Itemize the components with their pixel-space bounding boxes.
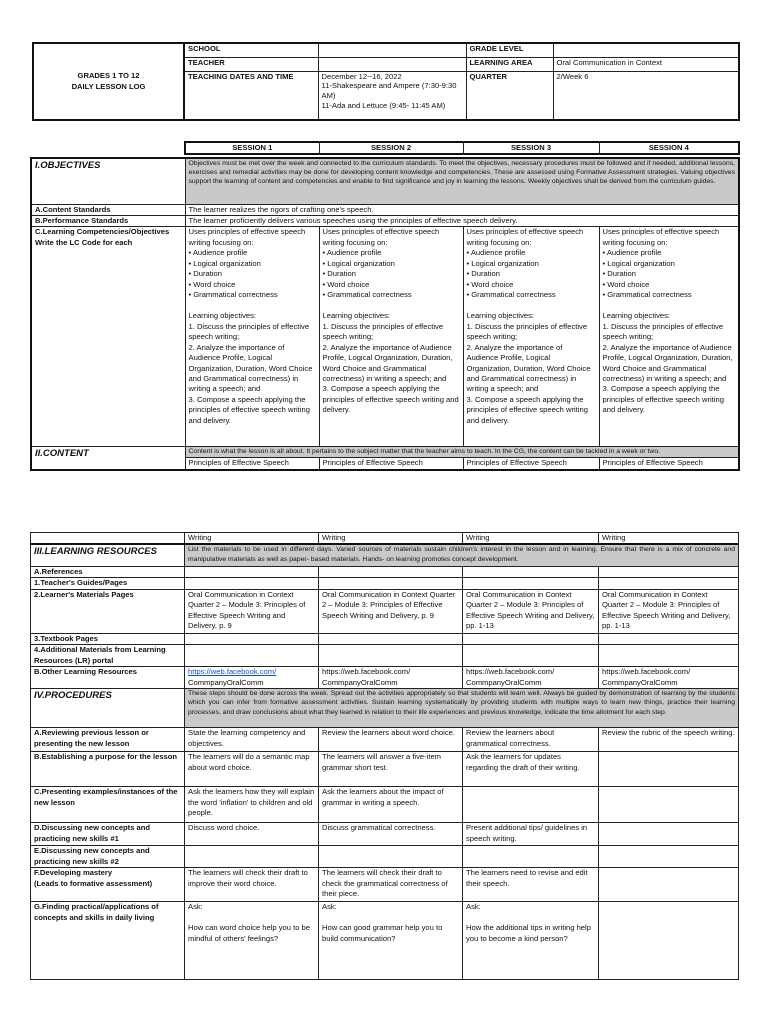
procedure-c-session-3 — [463, 787, 599, 823]
procedure-f-session-2: The learners will check their draft to check the grammatical correctness of their piece. — [319, 868, 463, 902]
content-session-3: Principles of Effective Speech — [463, 458, 599, 470]
procedure-c-session-4 — [599, 787, 739, 823]
content-title: II.CONTENT — [31, 447, 185, 470]
learners-materials-4: Oral Communication in Context Quarter 2 – Module 3: Principles of Effective Speech Writing and Delivery, pp. 1-13 — [599, 589, 739, 633]
procedure-d-label: D.Discussing new concepts and practicing new skills #1 — [31, 823, 185, 846]
procedure-g-session-2: Ask: How can good grammar help you to build communication? — [319, 902, 463, 980]
procedure-a-label: A.Reviewing previous lesson or presenting the new lesson — [31, 728, 185, 752]
session-3-header: SESSION 3 — [463, 142, 599, 154]
procedure-e-session-1 — [185, 846, 319, 868]
procedure-b-label: B.Establishing a purpose for the lesson — [31, 752, 185, 787]
content-continued-2: Writing — [319, 533, 463, 545]
procedure-c-session-2: Ask the learners about the impact of grammar in writing a speech. — [319, 787, 463, 823]
competency-session-3: Uses principles of effective speech writing focusing on: • Audience profile • Logical organization • Duration • Word choice • Grammatical correctness Learning objectives: 1. Discuss the principles of effective speech writing; 2. Analyze the importance of Audience Profile, Logical Organization, Duration, Word Choice and Grammatical correctness) in writing a speech; and 3. Compose a speech applying the principles of effective speech writing and delivery. — [463, 227, 599, 447]
competency-session-2: Uses principles of effective speech writing focusing on: • Audience profile • Logical organization • Duration • Word choice • Grammatical correctness Learning objectives: 1. Discuss the principles of effective speech writing; 2. Analyze the importance of Audience Profile, Logical Organization, Duration, Word Choice and Grammatical correctness) in writing a speech; and 3. Compose a speech applying the principles of effective speech writing and delivery. — [319, 227, 463, 447]
objectives-title: I.OBJECTIVES — [31, 158, 185, 204]
school-value — [318, 43, 466, 57]
session-1-header: SESSION 1 — [185, 142, 319, 154]
objectives-table — [30, 157, 740, 471]
procedure-a-session-1: State the learning competency and objectives. — [185, 728, 319, 752]
procedure-d-session-1: Discuss word choice. — [185, 823, 319, 846]
session-4-header: SESSION 4 — [599, 142, 739, 154]
additional-materials-label: 4.Additional Materials from Learning Resources (LR) portal — [31, 645, 185, 667]
content-continued-4: Writing — [599, 533, 739, 545]
grade-level-label: GRADE LEVEL — [466, 43, 553, 57]
learners-materials-1: Oral Communication in Context Quarter 2 – Module 3: Principles of Effective Speech Writing and Delivery, p. 9 — [185, 589, 319, 633]
procedure-b-session-2: The learners will answer a five-item grammar short test. — [319, 752, 463, 787]
quarter-value: 2/Week 6 — [553, 71, 739, 120]
session-header-table — [184, 141, 740, 155]
content-session-2: Principles of Effective Speech — [319, 458, 463, 470]
competency-session-1: Uses principles of effective speech writing focusing on: • Audience profile • Logical organization • Duration • Word choice • Grammatical correctness Learning objectives: 1. Discuss the principles of effective speech writing; 2. Analyze the importance of Audience Profile, Logical Organization, Duration, Word Choice and Grammatical correctness) in writing a speech; and 3. Compose a speech applying the principles of effective speech writing and delivery. — [185, 227, 319, 447]
other-resource-tail-3: CommpanyOralComm — [466, 677, 542, 687]
content-session-1: Principles of Effective Speech — [185, 458, 319, 470]
content-standards-value: The learner realizes the rigors of crafting one's speech. — [185, 204, 739, 215]
resources-title: III.LEARNING RESOURCES — [31, 544, 185, 566]
other-resource-tail-4: CommpanyOralComm — [602, 677, 678, 687]
procedures-title: IV.PROCEDURES — [31, 689, 185, 728]
other-resources-label: B.Other Learning Resources — [31, 667, 185, 689]
procedure-d-session-4 — [599, 823, 739, 846]
other-resource-3: https://web.facebook.com/ — [466, 667, 555, 677]
dates-value: December 12--16, 2022 11-Shakespeare and Ampere (7:30-9:30 AM) 11-Ada and Lettuce (9:45- 11:45 AM) — [318, 71, 466, 120]
session-2-header: SESSION 2 — [319, 142, 463, 154]
other-resource-tail-1: CommpanyOralComm — [188, 677, 264, 687]
procedure-f-label: F.Developing mastery (Leads to formative assessment) — [31, 868, 185, 902]
procedure-f-session-1: The learners will check their draft to improve their word choice. — [185, 868, 319, 902]
textbook-label: 3.Textbook Pages — [31, 633, 185, 644]
procedure-g-session-3: Ask: How the additional tips in writing help you to become a kind person? — [463, 902, 599, 980]
procedure-a-session-2: Review the learners about word choice. — [319, 728, 463, 752]
procedure-b-session-3: Ask the learners for updates regarding the draft of their writing. — [463, 752, 599, 787]
content-standards-label: A.Content Standards — [31, 204, 185, 215]
school-label: SCHOOL — [184, 43, 318, 57]
grades-cell — [33, 43, 184, 120]
procedure-c-session-1: Ask the learners how they will explain the word 'inflation' to children and old people. — [185, 787, 319, 823]
grades-text: GRADES 1 TO 12 — [77, 71, 140, 81]
procedure-g-label: G.Finding practical/applications of concepts and skills in daily living — [31, 902, 185, 980]
procedure-d-session-3: Present additional tips/ guidelines in speech writing. — [463, 823, 599, 846]
procedure-a-session-3: Review the learners about grammatical correctness. — [463, 728, 599, 752]
learners-materials-2: Oral Communication in Context Quarter 2 – Module 3: Principles of Effective Speech Writing and Delivery, p. 9 — [319, 589, 463, 633]
grade-level-value — [553, 43, 739, 57]
competency-session-4: Uses principles of effective speech writing focusing on: • Audience profile • Logical organization • Duration • Word choice • Grammatical correctness Learning objectives: 1. Discuss the principles of effective speech writing; 2. Analyze the importance of Audience Profile, Logical Organization, Duration, Word Choice and Grammatical correctness) in writing a speech; and 3. Compose a speech applying the principles of effective speech writing and delivery. — [599, 227, 739, 447]
other-resource-4: https://web.facebook.com/ — [602, 667, 691, 677]
content-continued-3: Writing — [463, 533, 599, 545]
procedure-e-session-4 — [599, 846, 739, 868]
procedure-g-session-4 — [599, 902, 739, 980]
learning-area-label: LEARNING AREA — [466, 57, 553, 71]
procedure-f-session-4 — [599, 868, 739, 902]
competencies-label: C.Learning Competencies/Objectives Write the LC Code for each — [31, 227, 185, 447]
teacher-label: TEACHER — [184, 57, 318, 71]
teacher-value — [318, 57, 466, 71]
learners-materials-label: 2.Learner's Materials Pages — [31, 589, 185, 633]
procedure-b-session-1: The learners will do a semantic map about word choice. — [185, 752, 319, 787]
references-label: A.References — [31, 566, 185, 577]
performance-standards-value: The learner proficiently delivers various speeches using the principles of effective speech delivery. — [185, 215, 739, 226]
performance-standards-label: B.Performance Standards — [31, 215, 185, 226]
procedure-e-label: E.Discussing new concepts and practicing new skills #2 — [31, 846, 185, 868]
teachers-guide-label: 1.Teacher's Guides/Pages — [31, 578, 185, 589]
dates-label: TEACHING DATES AND TIME — [184, 71, 318, 120]
procedures-note: These steps should be done across the week. Spread out the activities appropriately so that students will learn well. Always be guided by demonstration of learning by the students which you can infer from formative assessment activities. Sustain learning systematically by providing students with multiple ways to learn new things, practice their learning processes, and draw conclusions about what they learned in relation to their life experiences and previous knowledge, indicate the time allotment for each step. — [185, 689, 739, 728]
learning-area-value: Oral Communication in Context — [553, 57, 739, 71]
procedure-e-session-2 — [319, 846, 463, 868]
quarter-label: QUARTER — [466, 71, 553, 120]
procedure-f-session-3: The learners need to revise and edit their speech. — [463, 868, 599, 902]
procedure-g-session-1: Ask: How can word choice help you to be mindful of others' feelings? — [185, 902, 319, 980]
log-title: DAILY LESSON LOG — [71, 81, 146, 91]
procedure-d-session-2: Discuss grammatical correctness. — [319, 823, 463, 846]
objectives-note: Objectives must be met over the week and connected to the curriculum standards. To meet the objectives, necessary procedures must be followed and if needed, additional lessons, exercises and remedial activities may be done for developing content knowledge and competencies. These are assessed using Formative Assessment strategies. Valuing objectives support the learning of content and competencies and enable to find significance and joy in learning the lessons. Weekly objectives shall be derived from the curriculum guides. — [185, 158, 739, 204]
procedure-b-session-4 — [599, 752, 739, 787]
content-continued-1: Writing — [185, 533, 319, 545]
resources-note: List the materials to be used in different days. Varied sources of materials sustain children's interest in the lesson and in learning. Ensure that there is a mix of concrete and manipulative materials as well as paper- based materials. Hands- on learning promotes concept development. — [185, 544, 739, 566]
header-table — [32, 42, 740, 121]
content-continued-label — [31, 533, 185, 545]
procedure-a-session-4: Review the rubric of the speech writing. — [599, 728, 739, 752]
other-resource-link-1[interactable]: https://web.facebook.com/ — [188, 667, 277, 677]
other-resource-2: https://web.facebook.com/ — [322, 667, 411, 677]
content-session-4: Principles of Effective Speech — [599, 458, 739, 470]
procedure-c-label: C.Presenting examples/instances of the new lesson — [31, 787, 185, 823]
resources-procedures-table — [30, 532, 739, 980]
content-note: Content is what the lesson is all about. It pertains to the subject matter that the teacher aims to teach. In the CG, the content can be tackled in a week or two. — [185, 447, 739, 458]
learners-materials-3: Oral Communication in Context Quarter 2 – Module 3: Principles of Effective Speech Writing and Delivery, pp. 1-13 — [463, 589, 599, 633]
procedure-e-session-3 — [463, 846, 599, 868]
other-resource-tail-2: CommpanyOralComm — [322, 677, 398, 687]
